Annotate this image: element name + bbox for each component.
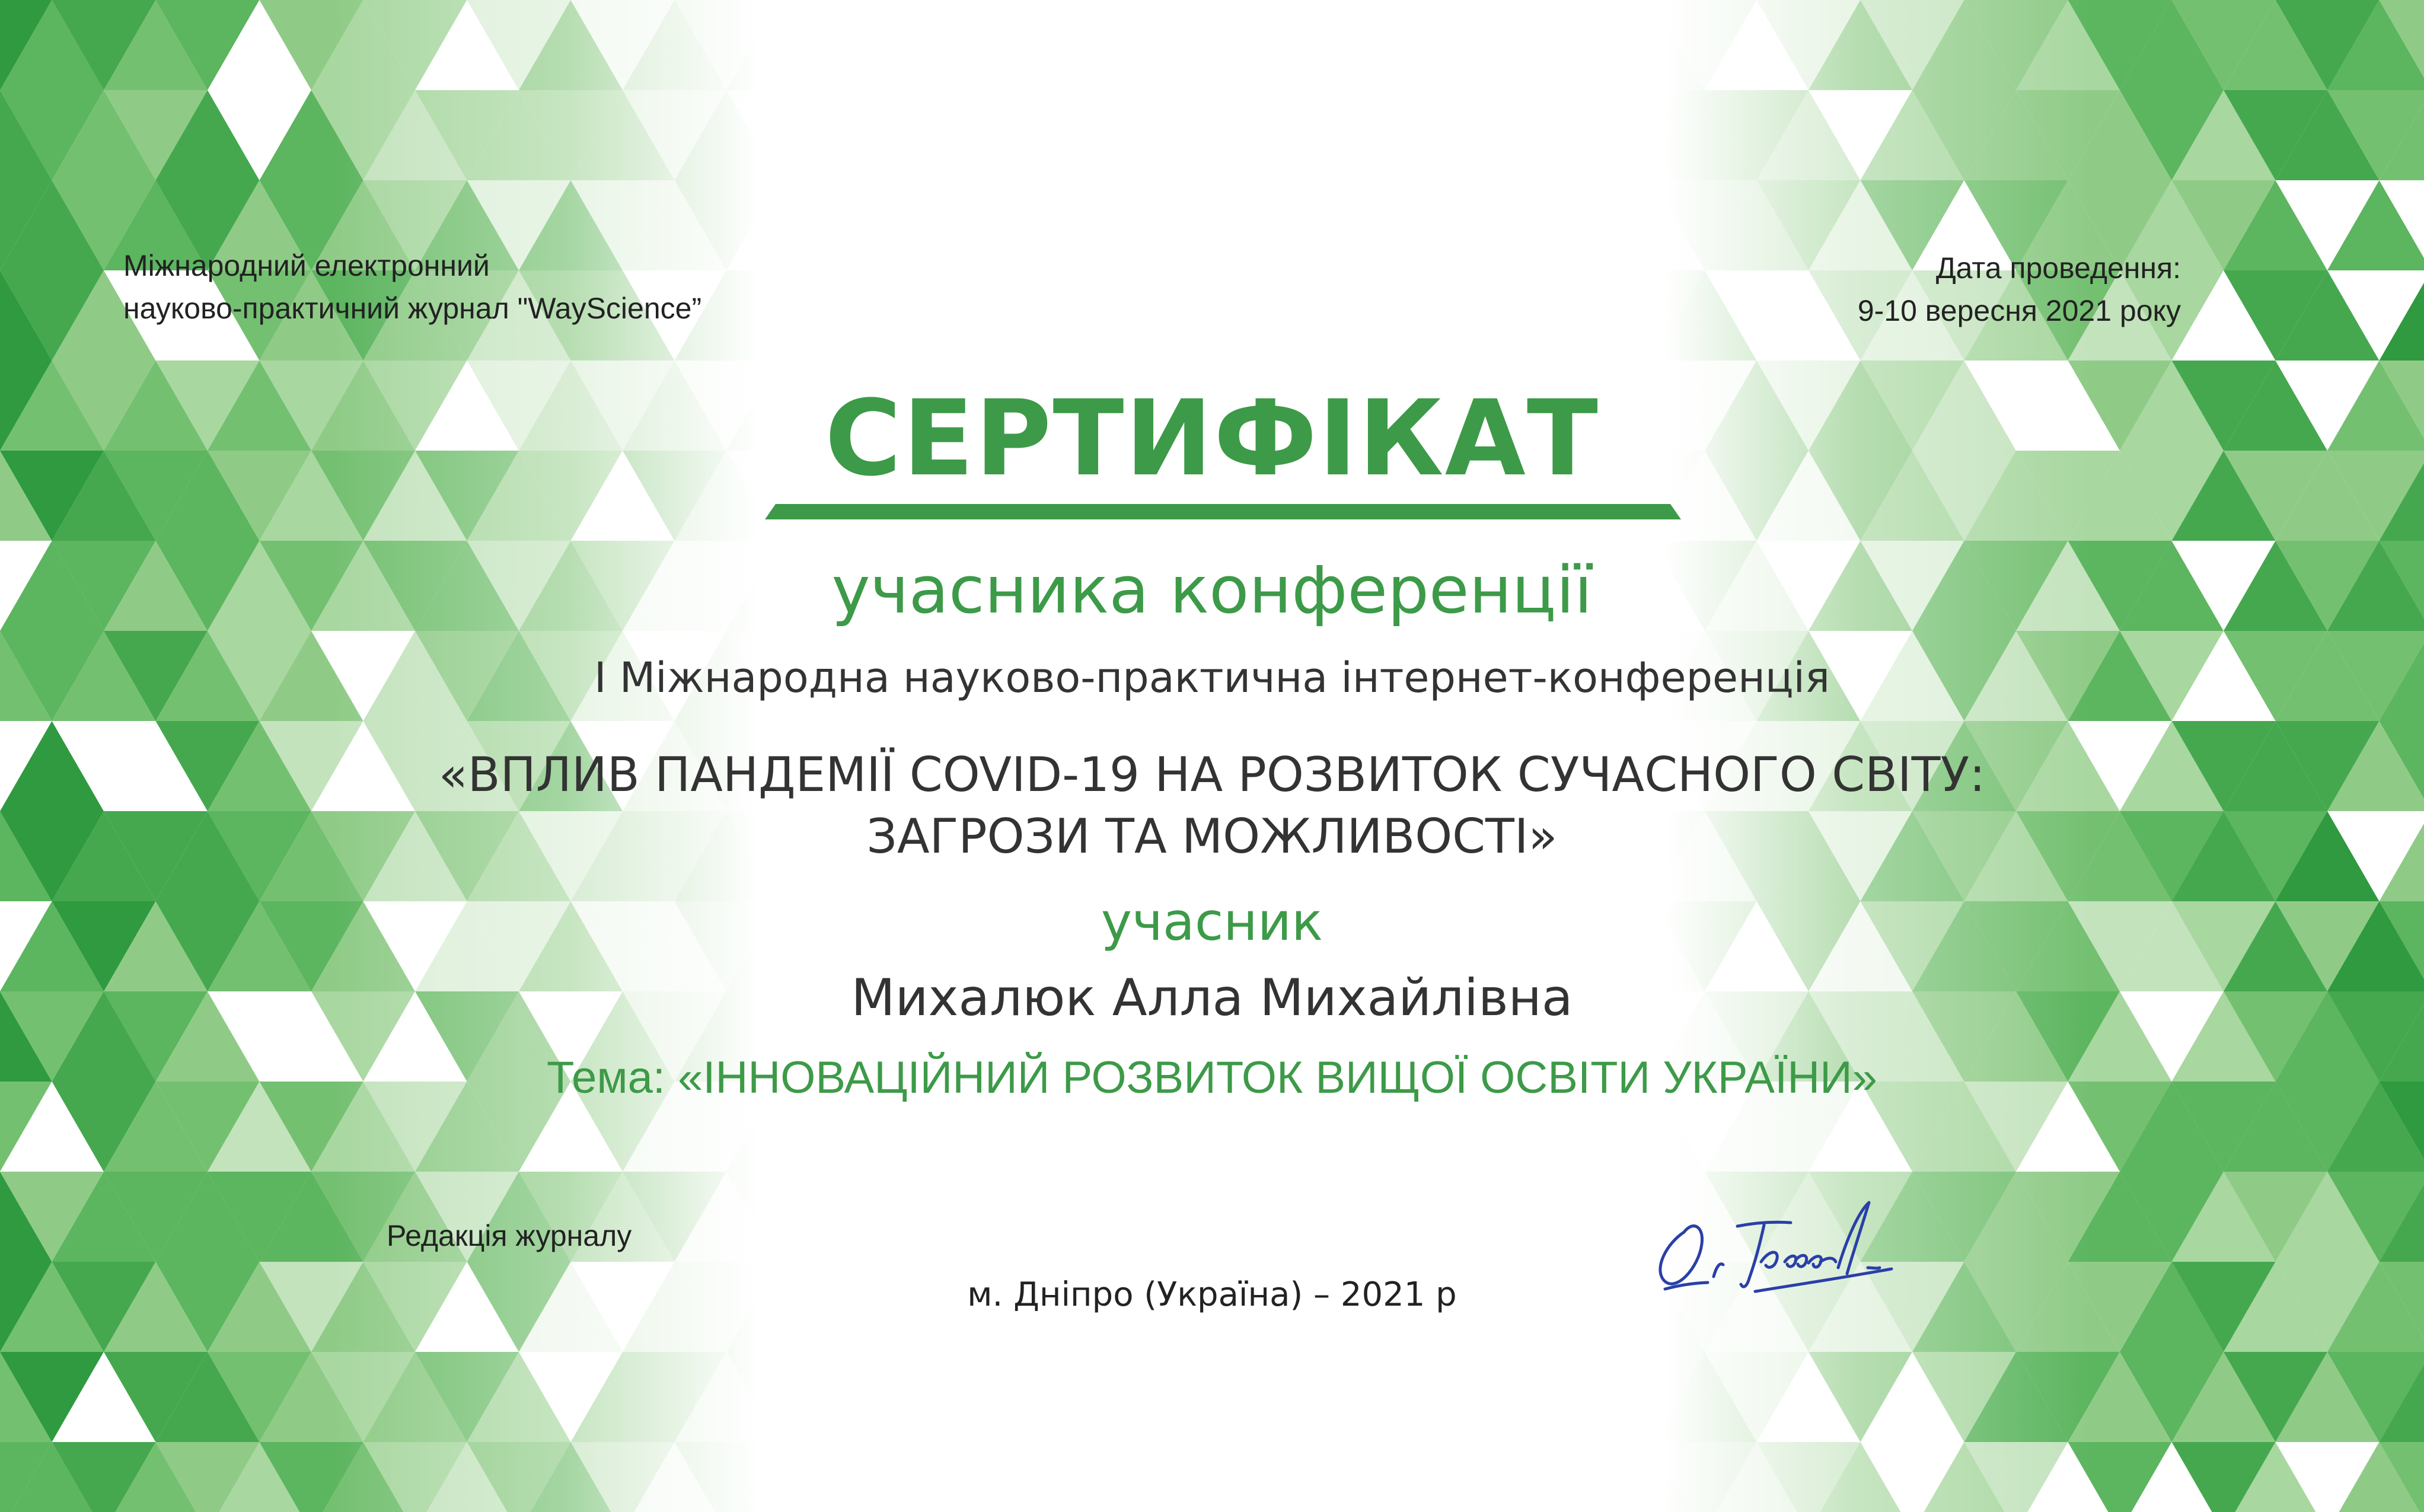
certificate-subtitle: учасника конференції [831, 552, 1593, 628]
conference-name-line-2: ЗАГРОЗИ ТА МОЖЛИВОСТІ» [866, 809, 1558, 864]
journal-line-1: Міжнародний електронний [123, 249, 490, 282]
journal-name [123, 244, 701, 330]
title-underline [765, 504, 1681, 519]
conference-type: І Міжнародна науково-практична інтернет-конференція [594, 653, 1830, 702]
participant-role: учасник [1101, 891, 1323, 952]
signature-icon [1642, 1179, 1927, 1315]
editorial-label: Редакція журналу [387, 1219, 632, 1252]
presentation-topic: Тема: «ІННОВАЦІЙНИЙ РОЗВИТОК ВИЩОЇ ОСВІТИ УКРАЇНИ» [546, 1052, 1877, 1103]
conference-name [0, 744, 2424, 867]
conference-name-line-1: «ВПЛИВ ПАНДЕМІЇ COVID-19 НА РОЗВИТОК СУЧАСНОГО СВІТУ: [438, 747, 1986, 802]
date-label: Дата проведення: [1935, 251, 2181, 285]
certificate-title: СЕРТИФІКАТ [825, 378, 1599, 499]
journal-line-2: науково-практичний журнал "WayScience” [123, 292, 702, 325]
city-year: м. Дніпро (Україна) – 2021 р [967, 1275, 1457, 1314]
date-value: 9-10 вересня 2021 року [1857, 294, 2181, 327]
participant-name: Михалюк Алла Михайлівна [851, 968, 1573, 1028]
event-date [1858, 247, 2181, 332]
